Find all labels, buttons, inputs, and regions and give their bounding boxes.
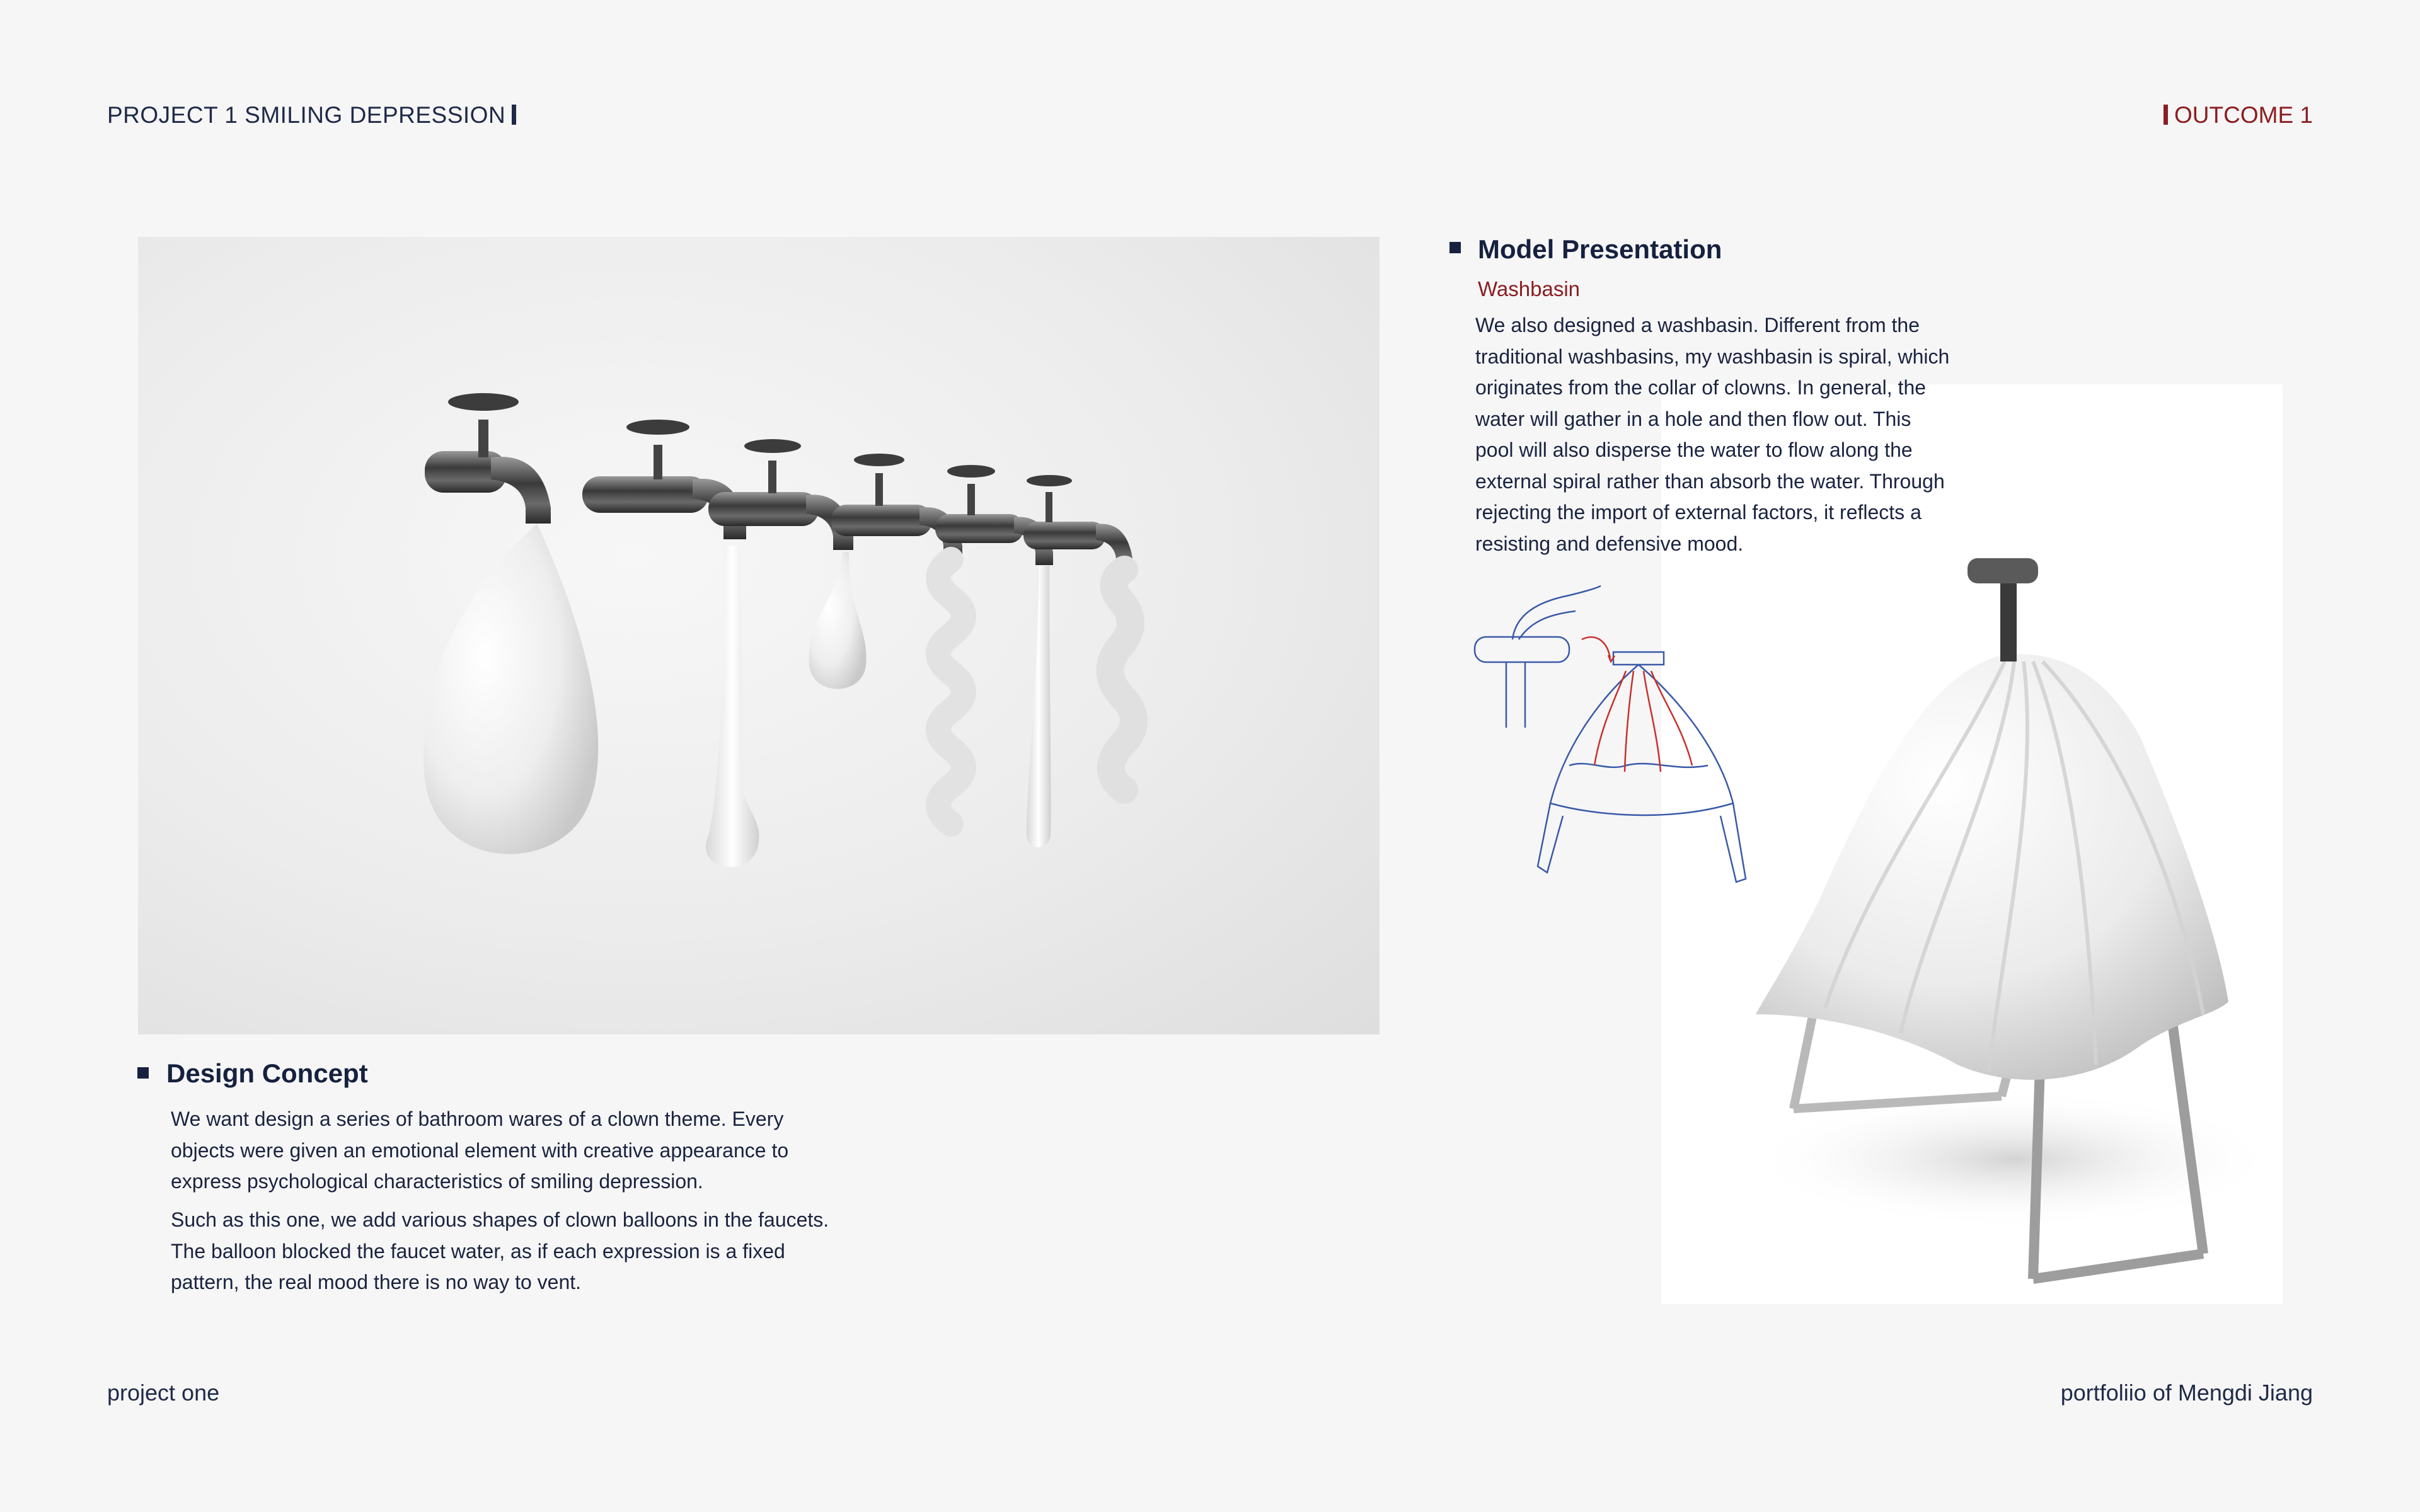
text-line: We want design a series of bathroom wares of a clown theme. Every (171, 1108, 784, 1130)
model-presentation-text (1475, 310, 2043, 559)
text-line: traditional washbasins, my washbasin is spiral, which (1475, 345, 1950, 368)
text-line: originates from the collar of clowns. In general, the (1475, 376, 1927, 399)
text-line: external spiral rather than absorb the water. Through (1475, 469, 1945, 493)
text-line: We also designed a washbasin. Different from the (1475, 314, 1920, 336)
model-presentation-title: Model Presentation (1478, 234, 1722, 264)
design-concept-paragraph-1 (171, 1104, 927, 1198)
footer-portfolio-label: portfoliio of Mengdi Jiang (2060, 1380, 2313, 1406)
faucet-1 (424, 393, 598, 854)
washbasin-sketch (1468, 576, 1758, 891)
text-line: The balloon blocked the faucet water, as if each expression is a fixed (171, 1239, 785, 1263)
faucet-balloons-photo (138, 237, 1380, 1034)
text-line: rejecting the import of external factors, it reflects a (1475, 501, 1922, 524)
text-line: express psychological characteristics of smiling depression. (171, 1170, 703, 1193)
sketch-drawing (1468, 576, 1758, 891)
section-marker-icon (137, 1067, 149, 1079)
faucet-2 (582, 420, 759, 867)
project-header (107, 102, 516, 129)
outcome-title: OUTCOME 1 (2174, 102, 2313, 128)
header-divider-bar (2164, 105, 2168, 125)
washbasin-subtitle: Washbasin (1478, 277, 1581, 301)
text-line: objects were given an emotional element with creative appearance to (171, 1138, 789, 1162)
text-line: pool will also disperse the water to flow along the (1475, 438, 1913, 461)
text-line: Such as this one, we add various shapes of clown balloons in the faucets. (171, 1208, 829, 1231)
header-divider-bar (512, 105, 516, 125)
design-concept-title: Design Concept (166, 1058, 368, 1088)
text-line: water will gather in a hole and then flow out. This (1475, 407, 1911, 430)
outcome-header (2164, 102, 2313, 129)
section-marker-icon (1449, 242, 1461, 253)
text-line: resisting and defensive mood. (1475, 532, 1744, 555)
design-concept-paragraph-2 (171, 1205, 927, 1298)
project-title: PROJECT 1 SMILING DEPRESSION (107, 102, 506, 128)
footer-project-label: project one (107, 1380, 220, 1406)
text-line: pattern, the real mood there is no way to vent. (171, 1271, 582, 1293)
faucet-balloons-illustration (138, 237, 1380, 1034)
